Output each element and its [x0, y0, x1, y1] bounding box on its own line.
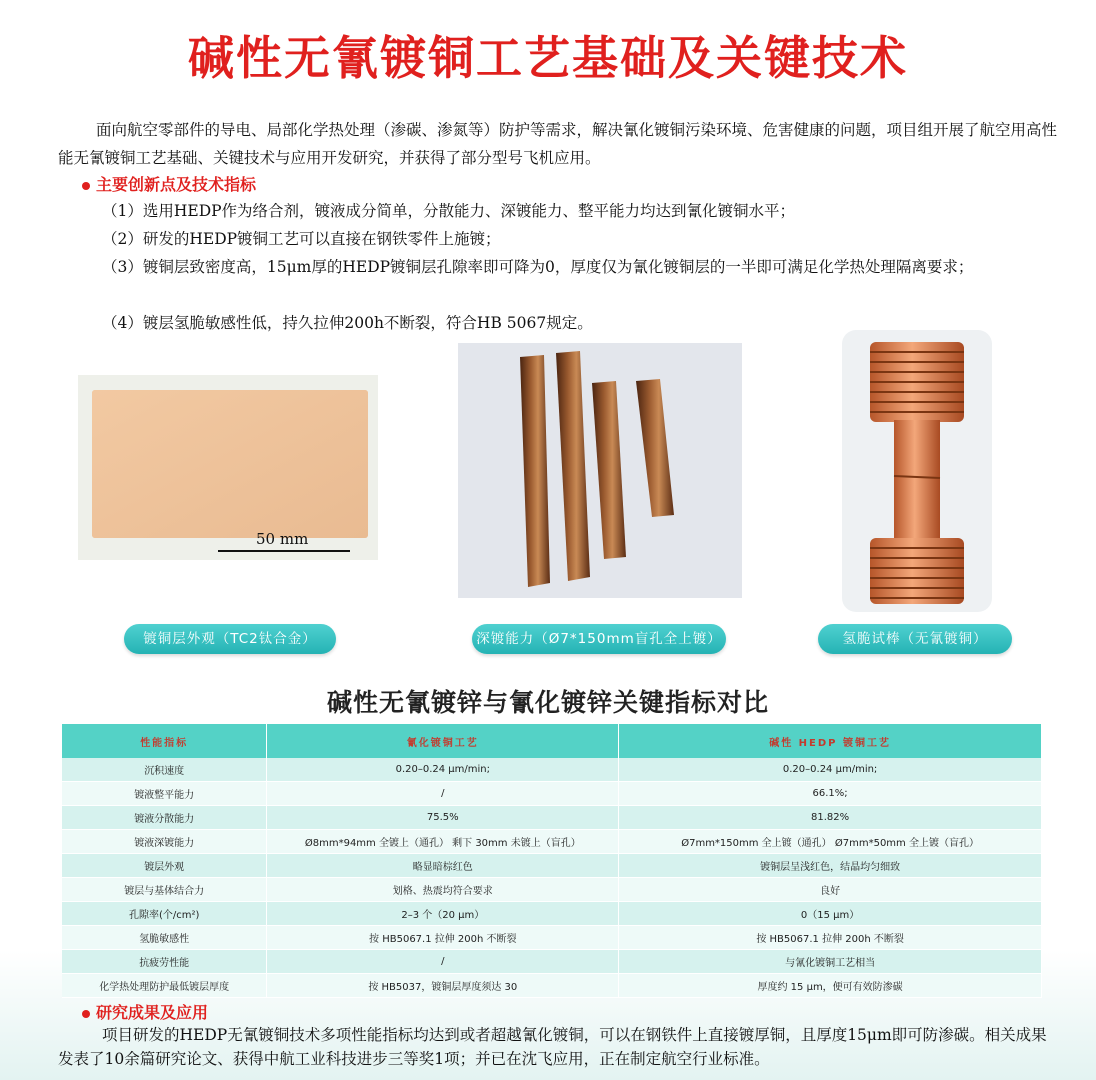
- table-cell: 与氰化镀铜工艺相当: [619, 950, 1042, 974]
- photo-caption-plate: 镀铜层外观（TC2钛合金）: [124, 624, 336, 654]
- header-cyanide: 氰化镀铜工艺: [267, 724, 619, 758]
- plated-tubes-photo: [458, 343, 742, 598]
- table-title: 碱性无氰镀锌与氰化镀锌关键指标对比: [326, 688, 769, 717]
- table-cell: 良好: [619, 878, 1042, 902]
- table-row: [62, 950, 1042, 974]
- results-heading: [82, 1000, 208, 1023]
- table-cell: 镀液深镀能力: [62, 830, 267, 854]
- intro-paragraph: 面向航空零部件的导电、局部化学热处理（渗碳、渗氮等）防护等需求，解决氰化镀铜污染环境、危害健康的问题，项目组开展了航空用高性能无氰镀铜工艺基础、关键技术与应用开发研究，并获得了部分型号飞机应用。: [58, 121, 1058, 167]
- innovation-item-1: （1）选用HEDP作为络合剂，镀液成分简单，分散能力、深镀能力、整平能力均达到氰化镀铜水平；: [102, 202, 796, 220]
- comparison-table: [62, 724, 1042, 998]
- table-cell: 略显暗棕红色: [267, 854, 619, 878]
- table-cell: 化学热处理防护最低镀层厚度: [62, 974, 267, 998]
- table-cell: 81.82%: [619, 806, 1042, 830]
- table-row: [62, 974, 1042, 998]
- table-cell: 厚度约 15 μm，便可有效防渗碳: [619, 974, 1042, 998]
- table-cell: Ø7mm*150mm 全上镀（通孔） Ø7mm*50mm 全上镀（盲孔）: [619, 830, 1042, 854]
- table-row: [62, 926, 1042, 950]
- photo-caption-tubes: 深镀能力（Ø7*150mm盲孔全上镀）: [472, 624, 726, 654]
- table-cell: 镀液整平能力: [62, 782, 267, 806]
- table-cell: 氢脆敏感性: [62, 926, 267, 950]
- photo-caption-bar: 氢脆试棒（无氰镀铜）: [818, 624, 1012, 654]
- table-header-row: [62, 724, 1042, 758]
- table-cell: 孔隙率(个/cm²): [62, 902, 267, 926]
- table-cell: 75.5%: [267, 806, 619, 830]
- table-row: [62, 782, 1042, 806]
- table-cell: 66.1%;: [619, 782, 1042, 806]
- table-cell: 镀液分散能力: [62, 806, 267, 830]
- table-row: [62, 806, 1042, 830]
- innovation-item-3: （3）镀铜层致密度高，15μm厚的HEDP镀铜层孔隙率即可降为0，厚度仅为氰化镀铜层的一半即可满足化学热处理隔离要求；: [102, 258, 974, 276]
- header-hedp: 碱性 HEDP 镀铜工艺: [619, 724, 1042, 758]
- innovation-item-4: （4）镀层氢脆敏感性低，持久拉伸200h不断裂，符合HB 5067规定。: [102, 314, 593, 332]
- table-cell: /: [267, 950, 619, 974]
- table-cell: 按 HB5067.1 拉伸 200h 不断裂: [619, 926, 1042, 950]
- table-cell: 0（15 μm）: [619, 902, 1042, 926]
- table-cell: 按 HB5037，镀铜层厚度须达 30: [267, 974, 619, 998]
- table-cell: 抗疲劳性能: [62, 950, 267, 974]
- page-title: 碱性无氰镀铜工艺基础及关键技术: [188, 31, 908, 85]
- table-cell: Ø8mm*94mm 全镀上（通孔） 剩下 30mm 未镀上（盲孔）: [267, 830, 619, 854]
- results-heading-label: 研究成果及应用: [96, 1003, 209, 1022]
- bullet-dot-icon: [82, 1010, 90, 1018]
- table-row: [62, 854, 1042, 878]
- table-row: [62, 830, 1042, 854]
- table-cell: 沉积速度: [62, 758, 267, 782]
- plated-plate-photo: [78, 375, 378, 560]
- table-cell: 镀铜层呈浅红色，结晶均匀细致: [619, 854, 1042, 878]
- table-row: [62, 758, 1042, 782]
- table-cell: 0.20–0.24 μm/min;: [619, 758, 1042, 782]
- table-cell: 2–3 个（20 μm）: [267, 902, 619, 926]
- innovation-heading: [82, 172, 256, 195]
- scale-label: 50 mm: [256, 530, 309, 548]
- innovation-heading-label: 主要创新点及技术指标: [96, 175, 257, 194]
- bullet-dot-icon: [82, 182, 90, 190]
- test-bar-photo: [842, 330, 992, 612]
- table-cell: 镀层与基体结合力: [62, 878, 267, 902]
- table-row: [62, 902, 1042, 926]
- table-cell: 划格、热震均符合要求: [267, 878, 619, 902]
- table-cell: 按 HB5067.1 拉伸 200h 不断裂: [267, 926, 619, 950]
- innovation-item-2: （2）研发的HEDP镀铜工艺可以直接在钢铁零件上施镀；: [102, 230, 501, 248]
- table-cell: 镀层外观: [62, 854, 267, 878]
- table-cell: /: [267, 782, 619, 806]
- table-row: [62, 878, 1042, 902]
- results-paragraph: 项目研发的HEDP无氰镀铜技术多项性能指标均达到或者超越氰化镀铜，可以在钢铁件上直接镀厚铜，且厚度15μm即可防渗碳。相关成果发表了10余篇研究论文、获得中航工业科技进步三等奖1项；并已在沈飞应用，正在制定航空行业标准。: [58, 1026, 1047, 1068]
- table-cell: 0.20–0.24 μm/min;: [267, 758, 619, 782]
- header-metric: 性能指标: [62, 724, 267, 758]
